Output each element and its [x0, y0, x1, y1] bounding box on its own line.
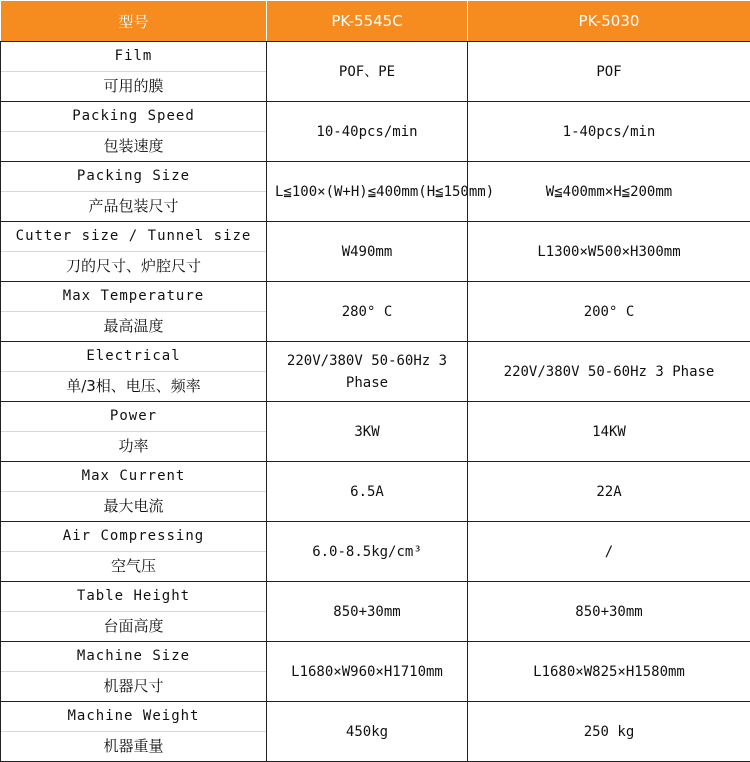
label-zh: 包装速度: [1, 132, 266, 161]
value-b: 14KW: [468, 402, 750, 462]
row-label: [1, 522, 267, 582]
label-zh: 最大电流: [1, 492, 266, 521]
value-a: 280° C: [267, 282, 468, 342]
row-label: [1, 642, 267, 702]
value-b: 250 kg: [468, 702, 750, 762]
label-en: Packing Size: [1, 162, 266, 192]
label-en: Power: [1, 402, 266, 432]
label-zh: 可用的膜: [1, 72, 266, 101]
table-row: [1, 642, 750, 702]
value-b: 22A: [468, 462, 750, 522]
table-row: [1, 282, 750, 342]
label-en: Max Current: [1, 462, 266, 492]
label-zh: 机器尺寸: [1, 672, 266, 701]
label-en: Film: [1, 42, 266, 72]
row-label: [1, 102, 267, 162]
value-b: W≦400mm×H≦200mm: [468, 162, 750, 222]
value-a: 3KW: [267, 402, 468, 462]
label-zh: 单/3相、电压、频率: [1, 372, 266, 401]
label-en: Machine Size: [1, 642, 266, 672]
table-row: [1, 702, 750, 762]
value-a: 850+30mm: [267, 582, 468, 642]
row-label: [1, 702, 267, 762]
table-row: [1, 342, 750, 402]
row-label: [1, 462, 267, 522]
label-zh: 功率: [1, 432, 266, 461]
value-b: 220V/380V 50-60Hz 3 Phase: [468, 342, 750, 402]
header-model: 型号: [1, 1, 267, 42]
value-a: 450kg: [267, 702, 468, 762]
value-a: POF、PE: [267, 42, 468, 102]
row-label: [1, 162, 267, 222]
table-row: [1, 102, 750, 162]
value-a: L≦100×(W+H)≦400mm(H≦150mm): [267, 162, 468, 222]
label-zh: 刀的尺寸、炉腔尺寸: [1, 252, 266, 281]
header-model-b: PK-5030: [468, 1, 750, 42]
label-zh: 机器重量: [1, 732, 266, 761]
label-en: Cutter size / Tunnel size: [1, 222, 266, 252]
label-zh: 台面高度: [1, 612, 266, 641]
table-row: [1, 42, 750, 102]
label-en: Machine Weight: [1, 702, 266, 732]
value-b: L1680×W825×H1580mm: [468, 642, 750, 702]
value-b: 1-40pcs/min: [468, 102, 750, 162]
row-label: [1, 342, 267, 402]
row-label: [1, 42, 267, 102]
value-a: W490mm: [267, 222, 468, 282]
label-en: Air Compressing: [1, 522, 266, 552]
label-en: Electrical: [1, 342, 266, 372]
value-b: L1300×W500×H300mm: [468, 222, 750, 282]
label-zh: 产品包装尺寸: [1, 192, 266, 221]
table-row: [1, 522, 750, 582]
value-b: POF: [468, 42, 750, 102]
table-row: [1, 462, 750, 522]
table-row: [1, 402, 750, 462]
value-a: 220V/380V 50-60Hz 3 Phase: [267, 342, 468, 402]
label-zh: 最高温度: [1, 312, 266, 341]
value-b: 850+30mm: [468, 582, 750, 642]
value-a: 6.0-8.5kg/cm³: [267, 522, 468, 582]
value-b: 200° C: [468, 282, 750, 342]
value-a: L1680×W960×H1710mm: [267, 642, 468, 702]
header-row: [1, 1, 750, 42]
table-row: [1, 582, 750, 642]
value-a: 6.5A: [267, 462, 468, 522]
row-label: [1, 582, 267, 642]
label-en: Packing Speed: [1, 102, 266, 132]
header-model-a: PK-5545C: [267, 1, 468, 42]
row-label: [1, 402, 267, 462]
table-row: [1, 222, 750, 282]
label-en: Max Temperature: [1, 282, 266, 312]
label-en: Table Height: [1, 582, 266, 612]
row-label: [1, 222, 267, 282]
table-row: [1, 162, 750, 222]
row-label: [1, 282, 267, 342]
value-b: /: [468, 522, 750, 582]
value-a: 10-40pcs/min: [267, 102, 468, 162]
label-zh: 空气压: [1, 552, 266, 581]
